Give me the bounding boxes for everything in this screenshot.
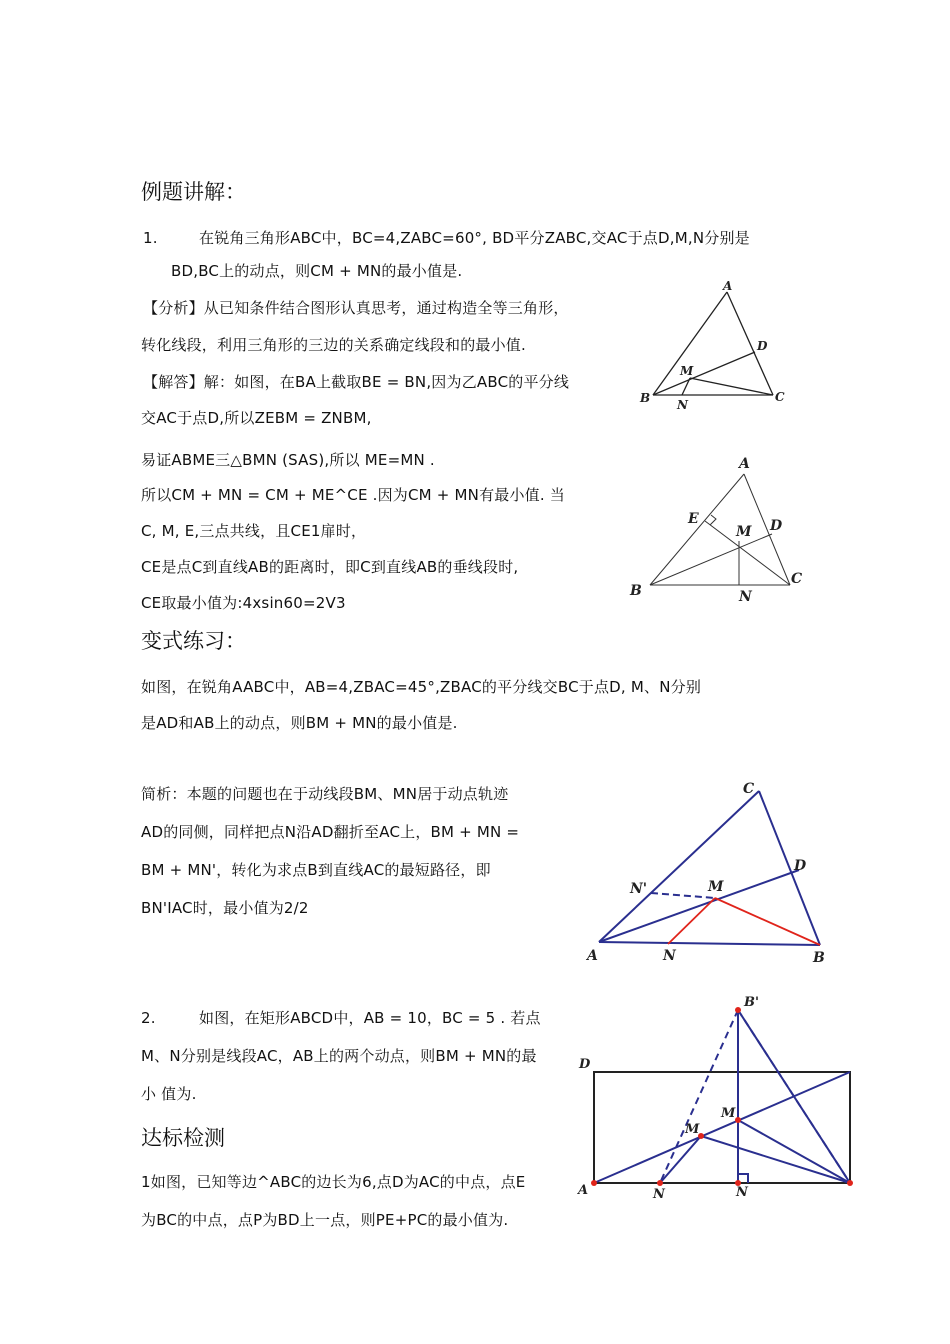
- problem1-solution-line3: 易证ABME三△BMN (SAS),所以 ME=MN .: [141, 451, 435, 469]
- fig4-label-a: A: [578, 1183, 589, 1198]
- figure4-rectangle: [576, 988, 856, 1203]
- fig1-label-n: N: [677, 398, 688, 412]
- fig4-segment-m1-b: [701, 1136, 850, 1183]
- fig4-point-b-prime: [735, 1007, 741, 1013]
- problem1-analysis-line2: 转化线段，利用三角形的三边的关系确定线段和的最小值.: [141, 336, 526, 354]
- fig2-right-angle-mark: [710, 515, 716, 525]
- check1-statement-line2: 为BC的中点，点P为BD上一点，则PE+PC的最小值为.: [141, 1211, 509, 1229]
- problem1-statement-line2: BD,BC上的动点，则CM + MN的最小值是.: [171, 262, 463, 280]
- fig4-point-b: [847, 1180, 853, 1186]
- problem1-analysis-line1: 【分析】从已知条件结合图形认真思考，通过构造全等三角形，: [143, 299, 569, 317]
- fig2-label-c: C: [791, 571, 803, 587]
- fig4-point-a: [591, 1180, 597, 1186]
- examples-title: 例题讲解：: [141, 180, 246, 204]
- fig1-label-m: M: [680, 364, 694, 378]
- problem1-solution-line1: 【解答】解：如图，在BA上截取BE = BN,因为乙ABC的平分线: [143, 373, 570, 391]
- variant-brief-line3: BM + MN'，转化为求点B到直线AC的最短路径，即: [141, 861, 491, 879]
- fig2-bisector-bd: [650, 534, 772, 585]
- fig3-label-m: M: [708, 879, 724, 895]
- fig3-bisector-ad: [599, 870, 799, 942]
- fig4-point-m: [735, 1117, 741, 1123]
- problem2-statement-line2: M、N分别是线段AC，AB上的两个动点，则BM + MN的最: [141, 1047, 537, 1065]
- fig3-red-segment-mn: [668, 898, 715, 944]
- variant-brief-line2: AD的同侧，同样把点N沿AD翻折至AC上，BM + MN =: [141, 823, 520, 841]
- fig4-label-d: D: [579, 1057, 591, 1072]
- fig1-label-c: C: [775, 390, 785, 404]
- fig3-dashed-n-prime-m: [651, 893, 715, 898]
- variant-brief-line4: BN'IAC时，最小值为2/2: [141, 899, 309, 917]
- problem1-statement-line1: 在锐角三角形ABC中，BC=4,ZABC=60°, BD平分ZABC,交AC于点D,M,N分别是: [199, 229, 750, 247]
- figure2-triangle: [626, 452, 811, 610]
- fig3-label-n-prime: N': [630, 881, 648, 897]
- variant-title: 变式练习：: [141, 629, 246, 653]
- fig2-label-d: D: [770, 518, 783, 534]
- figure3-triangle: [577, 778, 842, 973]
- fig4-segment-m1-n1: [660, 1136, 701, 1183]
- fig3-label-n: N: [663, 948, 676, 964]
- problem1-solution-line6: CE是点C到直线AB的距离时，即C到直线AB的垂线段时,: [141, 558, 519, 576]
- problem1-solution-line5: C, M, E,三点共线，且CE1扉时，: [141, 522, 367, 540]
- variant-brief-line1: 简析：本题的问题也在于动线段BM、MN居于动点轨迹: [141, 785, 509, 803]
- fig3-label-b: B: [813, 950, 825, 966]
- problem1-solution-line7: CE取最小值为:4xsin60=2V3: [141, 594, 346, 612]
- fig3-label-a: A: [587, 948, 598, 964]
- problem2-statement-line1: 如图，在矩形ABCD中，AB = 10，BC = 5 . 若点: [199, 1009, 541, 1027]
- fig1-label-a: A: [723, 279, 733, 293]
- check1-statement-line1: 1如图，已知等边^ABC的边长为6,点D为AC的中点，点E: [141, 1173, 526, 1191]
- fig4-label-m: M: [721, 1106, 736, 1121]
- variant-statement-line1: 如图，在锐角AABC中，AB=4,ZBAC=45°,ZBAC的平分线交BC于点D, M、N分别: [141, 678, 702, 696]
- problem1-solution-line2: 交AC于点D,所以ZEBM = ZNBM,: [141, 409, 372, 427]
- fig3-side-ac: [599, 791, 759, 942]
- fig4-segment-mb: [738, 1120, 850, 1183]
- fig2-side-ab: [650, 474, 744, 585]
- fig1-label-d: D: [757, 339, 768, 353]
- check-title: 达标检测: [141, 1126, 225, 1150]
- fig3-label-c: C: [743, 781, 755, 797]
- fig4-point-n1: [657, 1180, 663, 1186]
- problem1-solution-line4: 所以CM + MN = CM + ME^CE .因为CM + MN有最小值. 当: [141, 486, 566, 504]
- fig3-label-d: D: [794, 858, 807, 874]
- fig4-label-b-prime: B': [744, 995, 759, 1010]
- fig4-label-m1: M: [685, 1122, 700, 1137]
- fig4-label-n: N: [736, 1185, 748, 1200]
- fig4-dashed-b-prime-n1: [660, 1010, 738, 1183]
- fig3-side-ab: [599, 942, 820, 945]
- problem2-number: 2.: [141, 1009, 156, 1027]
- problem1-number: 1.: [143, 229, 158, 247]
- fig2-label-a: A: [739, 456, 750, 472]
- figure1-triangle: [635, 278, 795, 413]
- fig2-label-m: M: [736, 524, 752, 540]
- fig1-segment-cm: [690, 378, 773, 395]
- problem2-statement-line3: 小 值为.: [141, 1085, 197, 1103]
- fig1-label-b: B: [640, 391, 651, 405]
- fig4-label-n1: N: [653, 1187, 665, 1202]
- fig2-label-n: N: [739, 589, 752, 605]
- fig2-label-e: E: [688, 511, 699, 527]
- fig4-diagonal-ac: [594, 1072, 850, 1183]
- variant-statement-line2: 是AD和AB上的动点，则BM + MN的最小值是.: [141, 714, 458, 732]
- fig2-label-b: B: [630, 583, 642, 599]
